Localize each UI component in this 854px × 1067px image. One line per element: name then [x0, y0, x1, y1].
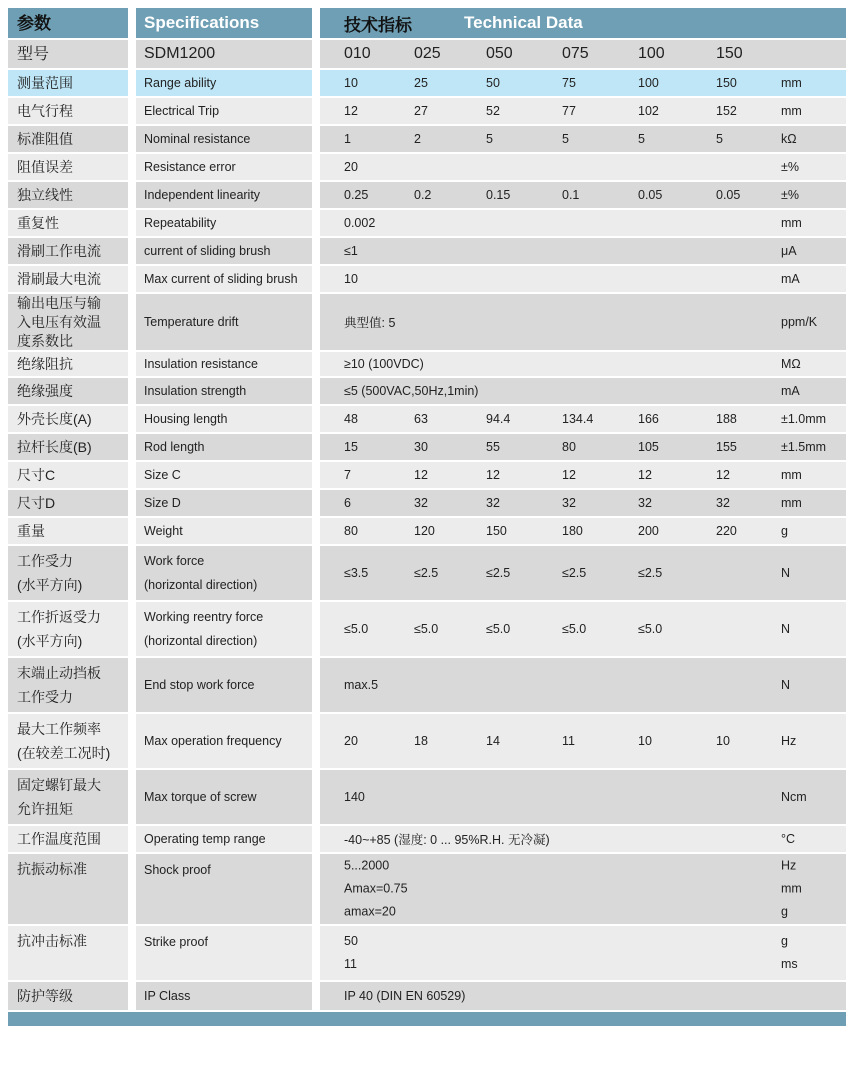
model-value: 075 [562, 45, 589, 62]
spec-en-label: Size C [136, 462, 320, 488]
spec-cn-label: 测量范围 [8, 70, 136, 96]
model-row [8, 40, 846, 70]
spec-cn-label [8, 546, 136, 600]
spec-span-line: 50 [344, 934, 358, 948]
spec-values [320, 854, 846, 924]
spec-value: 25 [414, 76, 428, 90]
spec-value: 155 [716, 440, 737, 454]
spec-values [320, 490, 846, 516]
spec-unit: Hz [781, 734, 797, 748]
spec-unit: ±1.0mm [781, 412, 827, 426]
spec-value: 5 [638, 132, 645, 146]
spec-row [8, 926, 846, 982]
spec-value: ≤2.5 [638, 566, 663, 580]
spec-values [320, 770, 846, 824]
spec-value: 27 [414, 104, 428, 118]
spec-value: 188 [716, 412, 737, 426]
spec-value: 100 [638, 76, 659, 90]
spec-value: 32 [486, 496, 500, 510]
spec-cn-label: 标准阻值 [8, 126, 136, 152]
spec-value: 32 [562, 496, 576, 510]
spec-value: 12 [414, 468, 428, 482]
spec-value: 10 [638, 734, 652, 748]
spec-values [320, 238, 846, 264]
spec-value: 32 [638, 496, 652, 510]
model-value: 025 [414, 45, 441, 62]
spec-unit-line: mm [781, 881, 802, 896]
spec-cn-label: 重量 [8, 518, 136, 544]
spec-values [320, 154, 846, 180]
spec-cn-label: 独立线性 [8, 182, 136, 208]
spec-cn-label [8, 770, 136, 824]
model-value: 050 [486, 45, 513, 62]
spec-cn-label [8, 602, 136, 656]
spec-value: 0.05 [638, 188, 663, 202]
spec-en-label-line: (horizontal direction) [144, 634, 258, 648]
spec-row [8, 182, 846, 210]
spec-value: 166 [638, 412, 659, 426]
spec-cn-label: 外壳长度(A) [8, 406, 136, 432]
spec-value: 80 [344, 524, 358, 538]
header-en-label: Specifications [136, 8, 320, 38]
spec-row [8, 378, 846, 406]
spec-en-label: Shock proof [136, 854, 320, 924]
spec-row [8, 154, 846, 182]
spec-span-value: 20 [344, 160, 358, 174]
spec-en-label: Size D [136, 490, 320, 516]
spec-value: 105 [638, 440, 659, 454]
spec-en-label-line: (horizontal direction) [144, 578, 258, 592]
spec-values [320, 378, 846, 404]
spec-cn-label-line: (水平方向) [17, 633, 83, 649]
model-cn-label: 型号 [8, 40, 136, 68]
header-cn-label: 参数 [8, 8, 136, 38]
spec-value: ≤2.5 [562, 566, 587, 580]
spec-en-label: End stop work force [136, 658, 320, 712]
model-value: 010 [344, 45, 371, 62]
spec-values [320, 602, 846, 656]
spec-values [320, 210, 846, 236]
spec-span-line: amax=20 [344, 904, 396, 919]
spec-values [320, 714, 846, 768]
spec-unit: ±% [781, 160, 799, 174]
spec-cn-label-line: 最大工作频率 [17, 721, 101, 737]
spec-unit: mA [781, 272, 800, 286]
spec-cn-label: 防护等级 [8, 982, 136, 1010]
spec-value: 18 [414, 734, 428, 748]
spec-row [8, 546, 846, 602]
spec-cn-label [8, 714, 136, 768]
spec-values [320, 98, 846, 124]
spec-value: ≤5.0 [562, 622, 587, 636]
spec-value: ≤5.0 [414, 622, 439, 636]
spec-row [8, 352, 846, 378]
spec-unit: mA [781, 384, 800, 398]
spec-en-label: Temperature drift [136, 294, 320, 350]
spec-value: 7 [344, 468, 351, 482]
spec-en-label: IP Class [136, 982, 320, 1010]
spec-value: 77 [562, 104, 576, 118]
spec-value: 0.1 [562, 188, 580, 202]
spec-cn-label: 拉杆长度(B) [8, 434, 136, 460]
spec-table [8, 8, 846, 1026]
spec-en-label: Max torque of screw [136, 770, 320, 824]
spec-value: 10 [716, 734, 730, 748]
spec-value: 10 [344, 76, 358, 90]
spec-values [320, 294, 846, 350]
spec-row [8, 714, 846, 770]
model-values [320, 40, 846, 68]
spec-span-value: 10 [344, 272, 358, 286]
spec-value: 63 [414, 412, 428, 426]
spec-unit-line: Hz [781, 858, 797, 873]
spec-en-label: Resistance error [136, 154, 320, 180]
spec-value: 150 [716, 76, 737, 90]
spec-value: 0.2 [414, 188, 432, 202]
spec-row [8, 518, 846, 546]
spec-row [8, 982, 846, 1012]
spec-row [8, 490, 846, 518]
spec-cn-label [8, 658, 136, 712]
spec-row [8, 658, 846, 714]
spec-row [8, 826, 846, 854]
spec-span-line: Amax=0.75 [344, 881, 408, 896]
spec-cn-label: 绝缘阻抗 [8, 352, 136, 376]
spec-row [8, 70, 846, 98]
spec-cn-label-line: (在较差工况时) [17, 745, 111, 761]
spec-cn-label-line: 工作折返受力 [17, 609, 101, 625]
spec-value: 80 [562, 440, 576, 454]
header-data [320, 8, 846, 38]
spec-cn-label-line: 末端止动挡板 [17, 665, 101, 681]
spec-en-label: Electrical Trip [136, 98, 320, 124]
spec-value: 12 [486, 468, 500, 482]
spec-unit-line: g [781, 904, 788, 919]
spec-value: 75 [562, 76, 576, 90]
spec-unit: mm [781, 216, 802, 230]
header-cn-data-label: 技术指标 [344, 15, 412, 35]
spec-row [8, 238, 846, 266]
spec-value: 5 [562, 132, 569, 146]
spec-en-label: Max current of sliding brush [136, 266, 320, 292]
spec-row [8, 434, 846, 462]
spec-value: 152 [716, 104, 737, 118]
spec-value: 32 [414, 496, 428, 510]
spec-value: 20 [344, 734, 358, 748]
spec-value: 120 [414, 524, 435, 538]
spec-cn-label-line: (水平方向) [17, 577, 83, 593]
spec-values [320, 518, 846, 544]
spec-row [8, 98, 846, 126]
spec-value: 48 [344, 412, 358, 426]
spec-cn-label-line: 入电压有效温 [17, 313, 101, 330]
spec-en-label: Insulation strength [136, 378, 320, 404]
spec-unit: N [781, 622, 791, 636]
spec-value: 52 [486, 104, 500, 118]
spec-value: 134.4 [562, 412, 594, 426]
spec-en-label: current of sliding brush [136, 238, 320, 264]
spec-cn-label: 工作温度范围 [8, 826, 136, 852]
model-en-label: SDM1200 [136, 40, 320, 68]
spec-value: ≤2.5 [486, 566, 511, 580]
spec-en-label: Independent linearity [136, 182, 320, 208]
spec-values [320, 546, 846, 600]
spec-value: 15 [344, 440, 358, 454]
spec-row [8, 406, 846, 434]
spec-unit: ±1.5mm [781, 440, 827, 454]
spec-value: 0.05 [716, 188, 741, 202]
spec-value: 1 [344, 132, 351, 146]
spec-en-label [136, 602, 320, 656]
spec-span-value: ≤5 (500VAC,50Hz,1min) [344, 384, 479, 398]
spec-cn-label: 抗振动标准 [8, 854, 136, 924]
spec-row [8, 854, 846, 926]
spec-value: 94.4 [486, 412, 511, 426]
spec-row [8, 462, 846, 490]
spec-unit: g [781, 524, 788, 538]
spec-en-label: Operating temp range [136, 826, 320, 852]
spec-value: 12 [638, 468, 652, 482]
spec-unit: μA [781, 244, 797, 258]
model-value: 100 [638, 45, 665, 62]
spec-values [320, 982, 846, 1010]
spec-row [8, 266, 846, 294]
spec-en-label: Repeatability [136, 210, 320, 236]
spec-cn-label: 电气行程 [8, 98, 136, 124]
spec-unit: ±% [781, 188, 799, 202]
spec-value: 30 [414, 440, 428, 454]
spec-value: 50 [486, 76, 500, 90]
table-footer-bar [8, 1012, 846, 1026]
spec-cn-label-line: 工作受力 [17, 689, 73, 705]
spec-span-value: IP 40 (DIN EN 60529) [344, 989, 466, 1003]
spec-value: 102 [638, 104, 659, 118]
spec-en-label [136, 546, 320, 600]
spec-cn-label: 重复性 [8, 210, 136, 236]
spec-value: 11 [562, 734, 575, 748]
spec-values [320, 406, 846, 432]
spec-span-value: 140 [344, 790, 365, 804]
table-header [8, 8, 846, 40]
spec-row [8, 126, 846, 154]
spec-en-label: Rod length [136, 434, 320, 460]
spec-span-value: 0.002 [344, 216, 376, 230]
spec-value: 150 [486, 524, 507, 538]
spec-value: ≤5.0 [344, 622, 369, 636]
spec-value: 6 [344, 496, 351, 510]
spec-unit: mm [781, 468, 802, 482]
spec-cn-label: 绝缘强度 [8, 378, 136, 404]
spec-cn-label: 尺寸C [8, 462, 136, 488]
spec-unit: MΩ [781, 357, 801, 371]
spec-unit: N [781, 678, 791, 692]
spec-values [320, 826, 846, 852]
spec-span-value: 典型值: 5 [344, 316, 396, 330]
spec-value: 200 [638, 524, 659, 538]
spec-en-label: Housing length [136, 406, 320, 432]
spec-value: 220 [716, 524, 737, 538]
spec-cn-label: 阻值误差 [8, 154, 136, 180]
spec-cn-label: 滑刷工作电流 [8, 238, 136, 264]
spec-values [320, 926, 846, 980]
spec-row [8, 602, 846, 658]
spec-en-label-line: Work force [144, 554, 205, 568]
spec-span-value: -40~+85 (湿度: 0 ... 95%R.H. 无冷凝) [344, 833, 550, 847]
spec-value: 32 [716, 496, 730, 510]
spec-cn-label: 滑刷最大电流 [8, 266, 136, 292]
spec-value: 12 [344, 104, 358, 118]
spec-unit: kΩ [781, 132, 797, 146]
spec-cn-label [8, 294, 136, 350]
spec-unit: mm [781, 76, 802, 90]
spec-unit: mm [781, 104, 802, 118]
spec-en-label: Weight [136, 518, 320, 544]
spec-value: 5 [486, 132, 493, 146]
spec-values [320, 658, 846, 712]
spec-span-value: ≤1 [344, 244, 358, 258]
spec-unit: Ncm [781, 790, 807, 804]
spec-unit: ppm/K [781, 315, 818, 329]
spec-cn-label-line: 度系数比 [17, 332, 73, 349]
spec-value: 0.25 [344, 188, 369, 202]
spec-value: 55 [486, 440, 500, 454]
spec-values [320, 182, 846, 208]
spec-unit-line: ms [781, 957, 798, 971]
spec-value: ≤2.5 [414, 566, 439, 580]
spec-row [8, 294, 846, 352]
spec-unit: °C [781, 832, 796, 846]
spec-values [320, 352, 846, 376]
spec-value: 12 [562, 468, 576, 482]
spec-value: 12 [716, 468, 730, 482]
spec-unit-line: g [781, 934, 788, 948]
spec-unit: N [781, 566, 791, 580]
spec-en-label: Strike proof [136, 926, 320, 980]
header-en-data-label: Technical Data [464, 13, 583, 32]
spec-row [8, 770, 846, 826]
spec-en-label: Nominal resistance [136, 126, 320, 152]
spec-en-label-line: Working reentry force [144, 610, 264, 624]
spec-value: 14 [486, 734, 500, 748]
spec-cn-label: 尺寸D [8, 490, 136, 516]
spec-values [320, 266, 846, 292]
spec-span-value: max.5 [344, 678, 379, 692]
spec-cn-label-line: 固定螺钉最大 [17, 777, 101, 793]
spec-cn-label-line: 允许扭矩 [17, 801, 73, 817]
spec-value: ≤5.0 [486, 622, 511, 636]
spec-en-label: Max operation frequency [136, 714, 320, 768]
spec-unit: mm [781, 496, 802, 510]
spec-span-value: ≥10 (100VDC) [344, 357, 424, 371]
spec-value: 180 [562, 524, 583, 538]
spec-span-line: 11 [344, 957, 357, 971]
spec-value: ≤3.5 [344, 566, 369, 580]
spec-row [8, 210, 846, 238]
spec-span-line: 5...2000 [344, 858, 390, 873]
spec-cn-label: 抗冲击标准 [8, 926, 136, 980]
spec-value: 5 [716, 132, 723, 146]
spec-en-label: Range ability [136, 70, 320, 96]
spec-value: 2 [414, 132, 421, 146]
spec-values [320, 126, 846, 152]
spec-value: ≤5.0 [638, 622, 663, 636]
spec-en-label: Insulation resistance [136, 352, 320, 376]
spec-value: 0.15 [486, 188, 511, 202]
model-value: 150 [716, 45, 743, 62]
spec-cn-label-line: 工作受力 [17, 553, 73, 569]
spec-values [320, 462, 846, 488]
spec-values [320, 434, 846, 460]
spec-values [320, 70, 846, 96]
spec-cn-label-line: 输出电压与输 [17, 294, 101, 311]
